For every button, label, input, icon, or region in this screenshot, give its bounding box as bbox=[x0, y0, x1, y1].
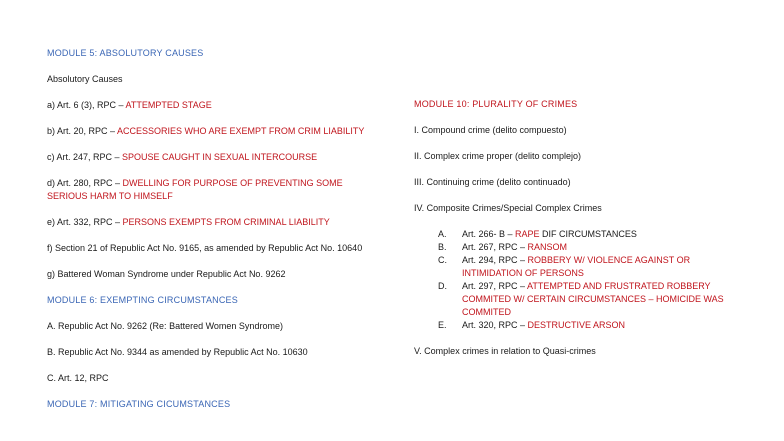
composite-item-c bbox=[414, 254, 744, 280]
item-highlight: ATTEMPTED STAGE bbox=[125, 100, 212, 110]
item-prefix: c) Art. 247, RPC – bbox=[47, 152, 123, 162]
item-prefix: a) Art. 6 (3), RPC – bbox=[47, 100, 126, 110]
item-text: f) Section 21 of Republic Act No. 9165, as amended by Republic Act No. 10640 bbox=[47, 243, 363, 253]
plurality-item-4: IV. Composite Crimes/Special Complex Crimes bbox=[414, 203, 602, 213]
module5-heading: MODULE 5: ABSOLUTORY CAUSES bbox=[47, 48, 204, 58]
item-prefix: Art. 320, RPC – bbox=[462, 320, 528, 330]
item-prefix: Art. 266- B – bbox=[462, 229, 516, 239]
item-letter: E. bbox=[438, 320, 447, 330]
module7-heading: MODULE 7: MITIGATING CICUMSTANCES bbox=[47, 399, 231, 409]
composite-item-e bbox=[414, 319, 744, 332]
absolutory-intro: Absolutory Causes bbox=[47, 74, 123, 84]
plurality-item-2: II. Complex crime proper (delito complejo) bbox=[414, 151, 582, 161]
item-letter: C. bbox=[438, 255, 447, 265]
plurality-item-5: V. Complex crimes in relation to Quasi-crimes bbox=[414, 346, 596, 356]
item-highlight: RANSOM bbox=[527, 242, 568, 252]
item-letter: B. bbox=[438, 242, 447, 252]
absolutory-item-a bbox=[47, 99, 377, 112]
exempting-item-a: A. Republic Act No. 9262 (Re: Battered Women Syndrome) bbox=[47, 321, 283, 331]
item-prefix: b) Art. 20, RPC – bbox=[47, 126, 118, 136]
module10-heading: MODULE 10: PLURALITY OF CRIMES bbox=[414, 99, 578, 109]
item-prefix: Art. 267, RPC – bbox=[462, 242, 528, 252]
item-highlight: DWELLING FOR PURPOSE OF PREVENTING SOME SERIOUS HARM TO HIMSELF bbox=[47, 178, 343, 201]
right-column bbox=[414, 98, 744, 358]
exempting-item-b: B. Republic Act No. 9344 as amended by Republic Act No. 10630 bbox=[47, 347, 308, 357]
item-highlight: ACCESSORIES WHO ARE EXEMPT FROM CRIM LIABILITY bbox=[117, 126, 365, 136]
absolutory-item-d bbox=[47, 177, 377, 203]
item-highlight: RAPE bbox=[515, 229, 540, 239]
absolutory-item-b bbox=[47, 125, 377, 138]
composite-item-d bbox=[414, 280, 744, 319]
item-prefix: e) Art. 332, RPC – bbox=[47, 217, 123, 227]
absolutory-item-g bbox=[47, 268, 377, 281]
item-highlight: ATTEMPTED AND FRUSTRATED ROBBERY COMMITED W/ CERTAIN CIRCUMSTANCES – HOMICIDE WAS COMMITED bbox=[462, 281, 724, 317]
exempting-item-c: C. Art. 12, RPC bbox=[47, 373, 109, 383]
composite-item-a bbox=[414, 228, 744, 241]
item-prefix: Art. 294, RPC – bbox=[462, 255, 528, 265]
item-suffix: DIF CIRCUMSTANCES bbox=[539, 229, 637, 239]
plurality-item-1: I. Compound crime (delito compuesto) bbox=[414, 125, 567, 135]
item-prefix: d) Art. 280, RPC – bbox=[47, 178, 123, 188]
absolutory-item-e bbox=[47, 216, 377, 229]
item-highlight: ROBBERY W/ VIOLENCE AGAINST OR INTIMIDATION OF PERSONS bbox=[462, 255, 691, 278]
item-text: g) Battered Woman Syndrome under Republic Act No. 9262 bbox=[47, 269, 286, 279]
left-column bbox=[47, 47, 377, 411]
plurality-item-3: III. Continuing crime (delito continuado) bbox=[414, 177, 571, 187]
item-highlight: DESTRUCTIVE ARSON bbox=[527, 320, 626, 330]
item-letter: D. bbox=[438, 281, 447, 291]
item-highlight: SPOUSE CAUGHT IN SEXUAL INTERCOURSE bbox=[122, 152, 318, 162]
item-prefix: Art. 297, RPC – bbox=[462, 281, 528, 291]
module6-heading: MODULE 6: EXEMPTING CIRCUMSTANCES bbox=[47, 295, 238, 305]
item-letter: A. bbox=[438, 229, 447, 239]
composite-crimes-list bbox=[414, 228, 744, 332]
absolutory-item-c bbox=[47, 151, 377, 164]
absolutory-item-f bbox=[47, 242, 377, 255]
item-highlight: PERSONS EXEMPTS FROM CRIMINAL LIABILITY bbox=[122, 217, 330, 227]
composite-item-b bbox=[414, 241, 744, 254]
